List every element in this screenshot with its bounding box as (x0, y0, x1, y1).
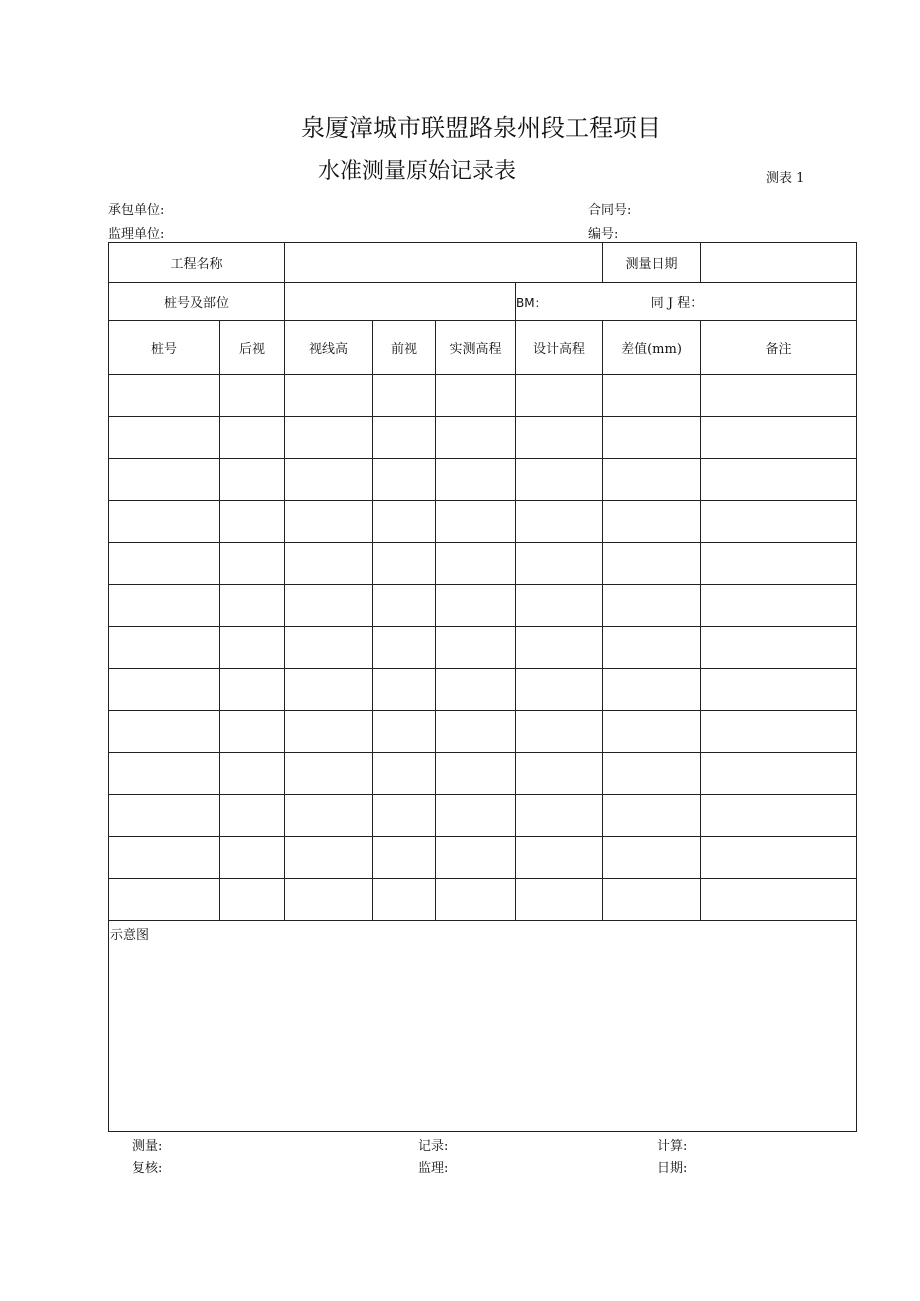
table-cell[interactable] (701, 879, 857, 921)
table-cell[interactable] (109, 879, 220, 921)
table-cell[interactable] (373, 417, 436, 459)
table-cell[interactable] (373, 795, 436, 837)
column-header-row (109, 321, 857, 375)
table-cell[interactable] (373, 585, 436, 627)
table-cell[interactable] (220, 753, 285, 795)
contractor-label: 承包单位: (108, 203, 165, 218)
table-cell[interactable] (109, 753, 220, 795)
table-cell[interactable] (701, 627, 857, 669)
table-cell[interactable] (220, 879, 285, 921)
table-cell[interactable] (373, 543, 436, 585)
table-cell[interactable] (603, 459, 701, 501)
table-cell[interactable] (373, 459, 436, 501)
table-cell[interactable] (220, 543, 285, 585)
table-cell[interactable] (603, 501, 701, 543)
table-cell[interactable] (603, 669, 701, 711)
table-cell[interactable] (516, 543, 603, 585)
table-row (109, 543, 857, 585)
bm-label: BM： (516, 296, 547, 310)
table-row (109, 417, 857, 459)
station-part-label: 桩号及部位 (109, 283, 285, 321)
table-cell[interactable] (516, 753, 603, 795)
table-cell[interactable] (373, 501, 436, 543)
table-cell[interactable] (436, 795, 516, 837)
table-cell[interactable] (603, 795, 701, 837)
table-cell[interactable] (701, 669, 857, 711)
table-cell[interactable] (436, 627, 516, 669)
table-cell[interactable] (109, 417, 220, 459)
table-cell[interactable] (285, 375, 373, 417)
table-cell[interactable] (220, 585, 285, 627)
table-cell[interactable] (220, 711, 285, 753)
form-number: 测表 1 (766, 171, 805, 186)
supervise-label: 监理: (418, 1161, 449, 1176)
table-cell[interactable] (373, 879, 436, 921)
sketch-row (109, 921, 857, 1132)
col-header: 差值(mm) (603, 321, 701, 375)
col-header: 设计高程 (516, 321, 603, 375)
table-row (109, 753, 857, 795)
table-cell[interactable] (436, 879, 516, 921)
table-cell[interactable] (109, 627, 220, 669)
table-cell[interactable] (285, 627, 373, 669)
table-row (109, 501, 857, 543)
record-label: 记录: (418, 1139, 449, 1154)
table-cell[interactable] (701, 711, 857, 753)
table-cell[interactable] (516, 795, 603, 837)
table-cell[interactable] (516, 669, 603, 711)
table-cell[interactable] (516, 375, 603, 417)
table-cell[interactable] (701, 837, 857, 879)
table-cell[interactable] (285, 753, 373, 795)
table-cell[interactable] (220, 627, 285, 669)
project-name-field[interactable] (285, 243, 603, 283)
table-cell[interactable] (436, 459, 516, 501)
table-cell[interactable] (603, 585, 701, 627)
measure-label: 测量: (132, 1139, 163, 1154)
table-cell[interactable] (516, 627, 603, 669)
table-cell[interactable] (373, 711, 436, 753)
table-row (109, 879, 857, 921)
table-cell[interactable] (603, 375, 701, 417)
table-cell[interactable] (516, 459, 603, 501)
serial-no-label: 编号: (588, 227, 619, 242)
table-cell[interactable] (109, 375, 220, 417)
table-cell[interactable] (701, 417, 857, 459)
col-header: 实测高程 (436, 321, 516, 375)
table-cell[interactable] (603, 879, 701, 921)
table-cell[interactable] (436, 837, 516, 879)
table-cell[interactable] (109, 543, 220, 585)
table-cell[interactable] (603, 753, 701, 795)
table-cell[interactable] (285, 417, 373, 459)
table-cell[interactable] (436, 669, 516, 711)
station-part-row (109, 283, 857, 321)
table-cell[interactable] (109, 459, 220, 501)
calculate-label: 计算: (657, 1139, 688, 1154)
table-cell[interactable] (516, 585, 603, 627)
form-subtitle: 水准测量原始记录表 (318, 159, 517, 184)
table-cell[interactable] (516, 879, 603, 921)
table-cell[interactable] (603, 543, 701, 585)
table-cell[interactable] (436, 711, 516, 753)
table-cell[interactable] (285, 501, 373, 543)
table-cell[interactable] (109, 795, 220, 837)
project-name-label: 工程名称 (109, 243, 285, 283)
table-cell[interactable] (109, 501, 220, 543)
table-cell[interactable] (285, 711, 373, 753)
table-cell[interactable] (701, 543, 857, 585)
table-cell[interactable] (220, 459, 285, 501)
table-cell[interactable] (516, 501, 603, 543)
table-cell[interactable] (220, 837, 285, 879)
col-header: 后视 (220, 321, 285, 375)
table-cell[interactable] (603, 417, 701, 459)
table-cell[interactable] (701, 375, 857, 417)
contract-no-label: 合同号: (588, 203, 632, 218)
table-cell[interactable] (220, 501, 285, 543)
col-header: 桩号 (109, 321, 220, 375)
table-row (109, 795, 857, 837)
table-cell[interactable] (701, 795, 857, 837)
table-row (109, 837, 857, 879)
table-cell[interactable] (109, 711, 220, 753)
survey-date-label: 测量日期 (603, 243, 701, 283)
table-cell[interactable] (516, 837, 603, 879)
table-cell[interactable] (516, 417, 603, 459)
col-header: 备注 (701, 321, 857, 375)
table-cell[interactable] (373, 837, 436, 879)
table-cell[interactable] (701, 585, 857, 627)
survey-date-field[interactable] (701, 243, 857, 283)
table-cell[interactable] (220, 669, 285, 711)
table-row (109, 711, 857, 753)
supervisor-label: 监理单位: (108, 227, 165, 242)
table-cell[interactable] (109, 585, 220, 627)
table-cell[interactable] (285, 585, 373, 627)
col-header: 前视 (373, 321, 436, 375)
date-label: 日期: (657, 1161, 688, 1176)
form-title: 泉厦漳城市联盟路泉州段工程项目 (301, 114, 661, 142)
table-cell[interactable] (373, 669, 436, 711)
sketch-label: 示意图 (110, 928, 150, 943)
col-header: 视线高 (285, 321, 373, 375)
table-cell[interactable] (701, 753, 857, 795)
table-cell[interactable] (220, 795, 285, 837)
sketch-area[interactable] (109, 921, 857, 1132)
table-row (109, 669, 857, 711)
table-cell[interactable] (373, 627, 436, 669)
bm-cell[interactable] (516, 283, 857, 321)
table-cell[interactable] (603, 837, 701, 879)
table-cell[interactable] (436, 585, 516, 627)
table-cell[interactable] (373, 375, 436, 417)
table-cell[interactable] (285, 795, 373, 837)
review-label: 复核: (132, 1161, 163, 1176)
table-cell[interactable] (285, 837, 373, 879)
station-part-field[interactable] (285, 283, 516, 321)
table-cell[interactable] (436, 375, 516, 417)
table-row (109, 627, 857, 669)
table-cell[interactable] (701, 501, 857, 543)
table-cell[interactable] (220, 375, 285, 417)
table-cell[interactable] (436, 501, 516, 543)
table-cell[interactable] (373, 753, 436, 795)
table-cell[interactable] (220, 417, 285, 459)
project-name-row (109, 243, 857, 283)
table-cell[interactable] (436, 753, 516, 795)
table-cell[interactable] (109, 837, 220, 879)
table-cell[interactable] (603, 711, 701, 753)
table-cell[interactable] (603, 627, 701, 669)
table-row (109, 375, 857, 417)
table-cell[interactable] (285, 543, 373, 585)
table-cell[interactable] (285, 669, 373, 711)
same-j-label: 同 J 程： (650, 296, 704, 311)
table-row (109, 585, 857, 627)
table-cell[interactable] (516, 711, 603, 753)
table-cell[interactable] (285, 459, 373, 501)
table-cell[interactable] (436, 543, 516, 585)
table-cell[interactable] (701, 459, 857, 501)
table-cell[interactable] (285, 879, 373, 921)
table-row (109, 459, 857, 501)
table-cell[interactable] (109, 669, 220, 711)
table-cell[interactable] (436, 417, 516, 459)
survey-table (108, 242, 857, 1132)
